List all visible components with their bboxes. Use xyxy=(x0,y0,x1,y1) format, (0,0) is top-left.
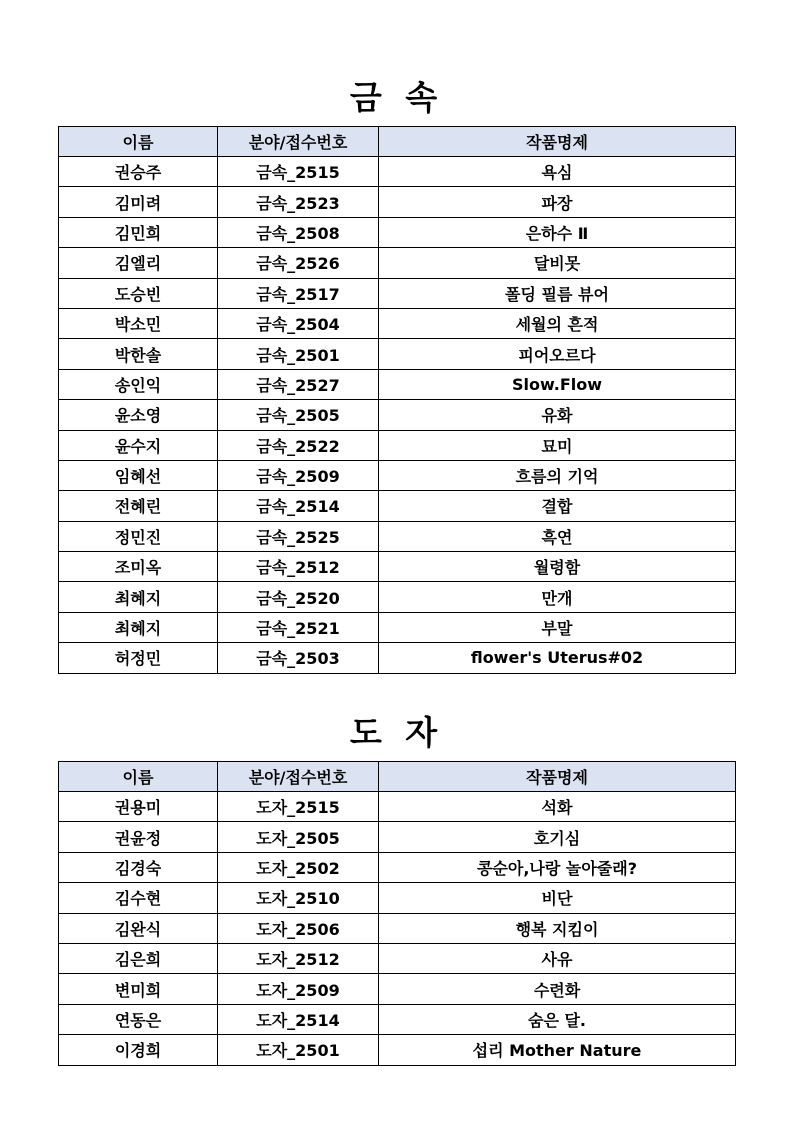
cell-artwork-title: 석화 xyxy=(379,792,736,822)
table-row xyxy=(59,612,736,642)
cell-name: 김민희 xyxy=(59,217,218,247)
cell-field-number: 금속_2508 xyxy=(218,217,379,247)
table-row xyxy=(59,400,736,430)
cell-artwork-title: 파장 xyxy=(379,187,736,217)
cell-artwork-title: 세월의 흔적 xyxy=(379,308,736,338)
table-row xyxy=(59,339,736,369)
table-row xyxy=(59,491,736,521)
cell-name: 박소민 xyxy=(59,308,218,338)
cell-field-number: 금속_2505 xyxy=(218,400,379,430)
section-title-ceramic: 도 자 xyxy=(349,713,444,752)
cell-artwork-title: 결합 xyxy=(379,491,736,521)
cell-name: 윤수지 xyxy=(59,430,218,460)
cell-artwork-title: 월령함 xyxy=(379,552,736,582)
cell-field-number: 금속_2525 xyxy=(218,521,379,551)
cell-artwork-title: 피어오르다 xyxy=(379,339,736,369)
cell-name: 조미옥 xyxy=(59,552,218,582)
cell-field-number: 도자_2515 xyxy=(218,792,379,822)
cell-name: 이경희 xyxy=(59,1035,218,1065)
table-row xyxy=(59,552,736,582)
header-artwork-title: 작품명제 xyxy=(379,762,736,792)
cell-field-number: 금속_2527 xyxy=(218,369,379,399)
cell-field-number: 금속_2515 xyxy=(218,157,379,187)
table-row xyxy=(59,1004,736,1034)
cell-name: 최혜지 xyxy=(59,582,218,612)
cell-artwork-title: 부말 xyxy=(379,612,736,642)
cell-artwork-title: 호기심 xyxy=(379,822,736,852)
cell-name: 송인익 xyxy=(59,369,218,399)
cell-name: 권승주 xyxy=(59,157,218,187)
cell-field-number: 도자_2502 xyxy=(218,852,379,882)
cell-name: 박한솔 xyxy=(59,339,218,369)
cell-name: 도승빈 xyxy=(59,278,218,308)
cell-name: 최혜지 xyxy=(59,612,218,642)
cell-name: 김완식 xyxy=(59,913,218,943)
cell-field-number: 금속_2526 xyxy=(218,248,379,278)
table-row xyxy=(59,430,736,460)
cell-field-number: 도자_2509 xyxy=(218,974,379,1004)
table-row xyxy=(59,521,736,551)
cell-artwork-title: 사유 xyxy=(379,943,736,973)
cell-name: 김은희 xyxy=(59,943,218,973)
table-row xyxy=(59,582,736,612)
header-name: 이름 xyxy=(59,127,218,157)
cell-artwork-title: 흑연 xyxy=(379,521,736,551)
cell-artwork-title: 숨은 달. xyxy=(379,1004,736,1034)
cell-artwork-title: 유화 xyxy=(379,400,736,430)
cell-name: 권용미 xyxy=(59,792,218,822)
cell-artwork-title: 폴딩 필름 뷰어 xyxy=(379,278,736,308)
cell-name: 윤소영 xyxy=(59,400,218,430)
cell-artwork-title: Slow.Flow xyxy=(379,369,736,399)
cell-field-number: 도자_2510 xyxy=(218,883,379,913)
cell-name: 변미희 xyxy=(59,974,218,1004)
header-artwork-title: 작품명제 xyxy=(379,127,736,157)
table-header-row xyxy=(59,127,736,157)
cell-artwork-title: 은하수 Ⅱ xyxy=(379,217,736,247)
ceramic-entries-table xyxy=(58,761,736,1066)
cell-name: 김경숙 xyxy=(59,852,218,882)
table-row xyxy=(59,308,736,338)
cell-field-number: 금속_2512 xyxy=(218,552,379,582)
cell-name: 전혜린 xyxy=(59,491,218,521)
cell-artwork-title: 만개 xyxy=(379,582,736,612)
table-row xyxy=(59,1035,736,1065)
cell-field-number: 도자_2514 xyxy=(218,1004,379,1034)
cell-field-number: 금속_2520 xyxy=(218,582,379,612)
cell-name: 임혜선 xyxy=(59,460,218,490)
table-row xyxy=(59,157,736,187)
header-name: 이름 xyxy=(59,762,218,792)
table-row xyxy=(59,974,736,1004)
cell-artwork-title: 수련화 xyxy=(379,974,736,1004)
cell-artwork-title: 섭리 Mother Nature xyxy=(379,1035,736,1065)
cell-artwork-title: 행복 지킴이 xyxy=(379,913,736,943)
cell-name: 연동은 xyxy=(59,1004,218,1034)
table-row xyxy=(59,852,736,882)
cell-artwork-title: 비단 xyxy=(379,883,736,913)
header-field-number: 분야/접수번호 xyxy=(218,127,379,157)
table-row xyxy=(59,217,736,247)
section-title-metal: 금 속 xyxy=(349,78,444,117)
cell-field-number: 금속_2503 xyxy=(218,643,379,673)
cell-name: 정민진 xyxy=(59,521,218,551)
cell-field-number: 도자_2501 xyxy=(218,1035,379,1065)
cell-artwork-title: 흐름의 기억 xyxy=(379,460,736,490)
table-row xyxy=(59,943,736,973)
cell-field-number: 금속_2514 xyxy=(218,491,379,521)
cell-field-number: 금속_2521 xyxy=(218,612,379,642)
table-header-row xyxy=(59,762,736,792)
table-row xyxy=(59,883,736,913)
table-row xyxy=(59,278,736,308)
table-row xyxy=(59,369,736,399)
cell-field-number: 금속_2501 xyxy=(218,339,379,369)
cell-field-number: 금속_2523 xyxy=(218,187,379,217)
cell-name: 김미려 xyxy=(59,187,218,217)
table-row xyxy=(59,187,736,217)
cell-name: 권윤정 xyxy=(59,822,218,852)
cell-field-number: 금속_2522 xyxy=(218,430,379,460)
cell-field-number: 도자_2505 xyxy=(218,822,379,852)
cell-name: 김엘리 xyxy=(59,248,218,278)
cell-artwork-title: 묘미 xyxy=(379,430,736,460)
table-row xyxy=(59,913,736,943)
table-row xyxy=(59,643,736,673)
cell-artwork-title: flower's Uterus#02 xyxy=(379,643,736,673)
cell-artwork-title: 욕심 xyxy=(379,157,736,187)
cell-field-number: 도자_2506 xyxy=(218,913,379,943)
cell-field-number: 금속_2509 xyxy=(218,460,379,490)
cell-name: 김수현 xyxy=(59,883,218,913)
cell-field-number: 금속_2517 xyxy=(218,278,379,308)
metal-entries-table xyxy=(58,126,736,674)
cell-artwork-title: 콩순아,나랑 놀아줄래? xyxy=(379,852,736,882)
table-row xyxy=(59,248,736,278)
cell-artwork-title: 달비못 xyxy=(379,248,736,278)
cell-name: 허정민 xyxy=(59,643,218,673)
table-row xyxy=(59,822,736,852)
table-row xyxy=(59,792,736,822)
cell-field-number: 도자_2512 xyxy=(218,943,379,973)
header-field-number: 분야/접수번호 xyxy=(218,762,379,792)
cell-field-number: 금속_2504 xyxy=(218,308,379,338)
table-row xyxy=(59,460,736,490)
